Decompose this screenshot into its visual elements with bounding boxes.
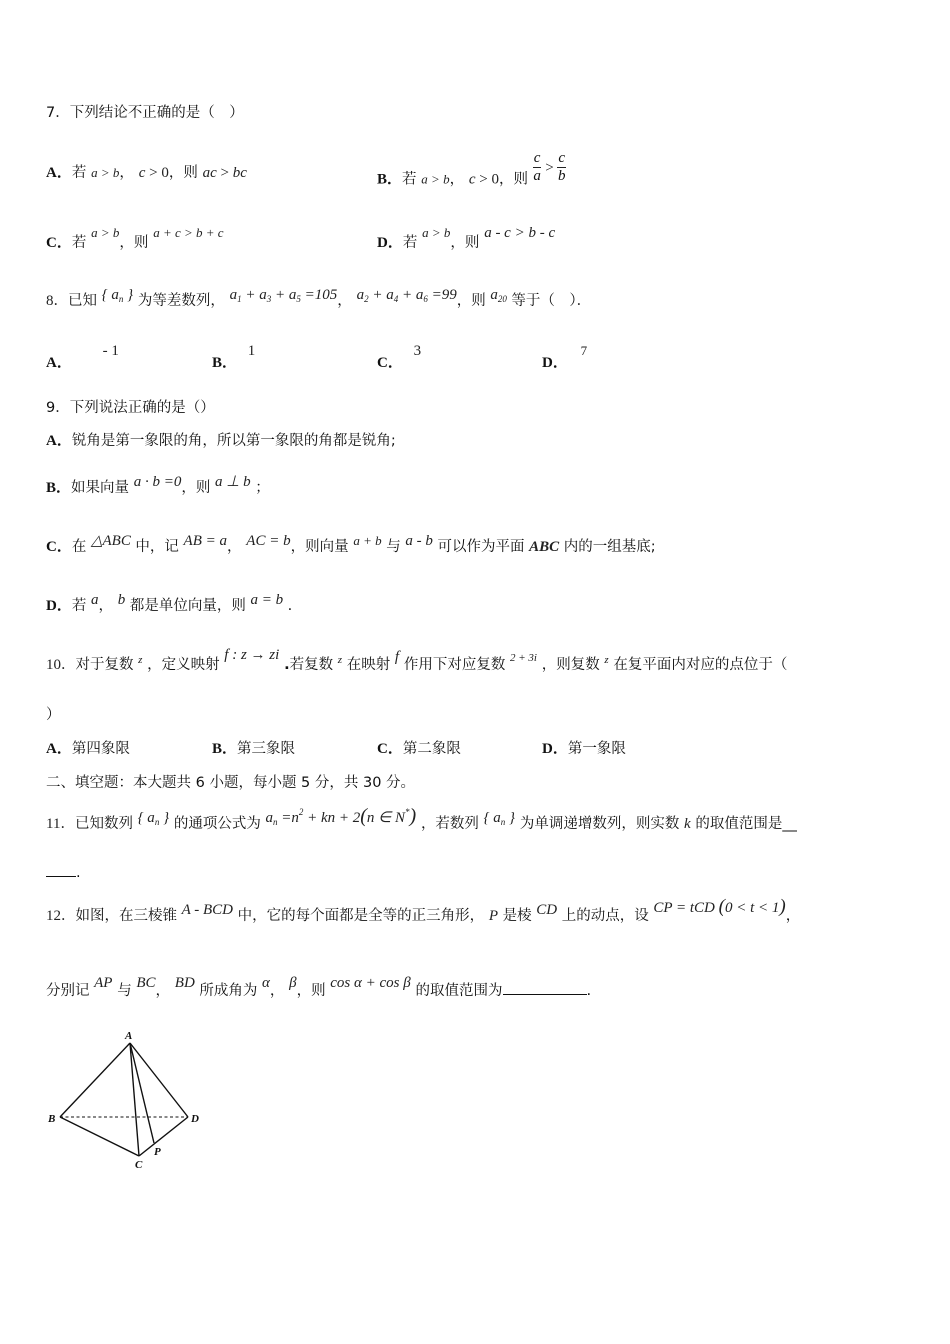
q12-stem: 12．如图，在三棱锥 A - BCD 中，它的每个面都是全等的正三角形， P 是棱 CD 上的动点，设 CP = tCD (0 < t < 1)， [46,896,801,924]
q10-option-d[interactable]: D．第一象限 [542,741,626,757]
q10-stem: 10．对于复数 $^z$ ，定义映射 f : z → zi .若复数 $^z$ 在映射 f 作用下对应复数 $^{2 + 3i}$ ，则复数 $^z$ 在复平面内对应的点位于（ [46,647,788,673]
q12-answer-blank[interactable] [503,980,587,995]
q10-option-c[interactable]: C．第二象限 [377,741,461,757]
q9-option-d[interactable]: D．若 a， b 都是单位向量，则 a = b . [46,592,293,614]
vertex-b-label: B [48,1113,56,1125]
q7-option-d[interactable]: D．若 a > b，则 a - c > b - c [377,225,556,251]
q7-option-b[interactable]: B．若 a > b， c > 0，则 $\frac{c}{a}$ > $\frac{c}{b}$ [377,150,566,188]
point-p-label: P [154,1146,161,1158]
tetrahedron-figure [44,1025,214,1175]
q12-cont: 分别记 AP 与 BC， BD 所成角为 α， β，则 cos α + cos β 的取值范围为 . [46,975,592,999]
vertex-c-label: C [135,1159,143,1171]
q8-option-a[interactable]: A． - 1 [46,343,119,371]
q10-option-a[interactable]: A．第四象限 [46,741,130,757]
q11-stem: 11．已知数列 { $a_n$ } 的通项公式为 $a_n =n^2$ + kn + 2(n ∈ N*) ，若数列 { $a_n$ } 为单调递增数列，则实数 k 的取值范围是__ [46,805,797,832]
q8-option-c[interactable]: C． 3 [377,343,422,371]
q11-answer-blank[interactable]: . [46,862,81,883]
section-heading: 二、填空题：本大题共 6 小题，每小题 5 分，共 30 分。 [46,775,416,791]
q7-option-a[interactable]: A．若 a > b， c > 0，则 ac > bc [46,165,247,181]
q7-stem: 7．下列结论不正确的是（ ） [46,105,244,121]
vertex-d-label: D [191,1113,199,1125]
q7-option-c[interactable]: C．若 a > b，则 a + c > b + c [46,225,224,251]
q9-option-c[interactable]: C．在 △ABC 中，记 AB = a， AC = b，则向量 a + b 与 a - b 可以作为平面 ABC 内的一组基底; [46,533,656,555]
q9-option-b[interactable]: B．如果向量 a · b =0，则 a ⊥ b ； [46,474,270,496]
q8-stem: 8．已知 { $a_n$ } 为等差数列， $a_1 + a_3 + a_5 =105$， $a_2 + a_4 + a_6 =99$，则 $a_{20}$ 等于（ ）． [46,287,592,309]
q10-stem-end: ） [46,707,61,723]
q8-option-d[interactable]: D． 7 [542,343,588,371]
q10-option-b[interactable]: B．第三象限 [212,741,296,757]
q9-stem: 9．下列说法正确的是（） [46,400,215,416]
vertex-a-label: A [125,1030,133,1042]
q9-option-a[interactable]: A．锐角是第一象限的角，所以第一象限的角都是锐角; [46,433,396,449]
q8-option-b[interactable]: B． 1 [212,343,256,371]
